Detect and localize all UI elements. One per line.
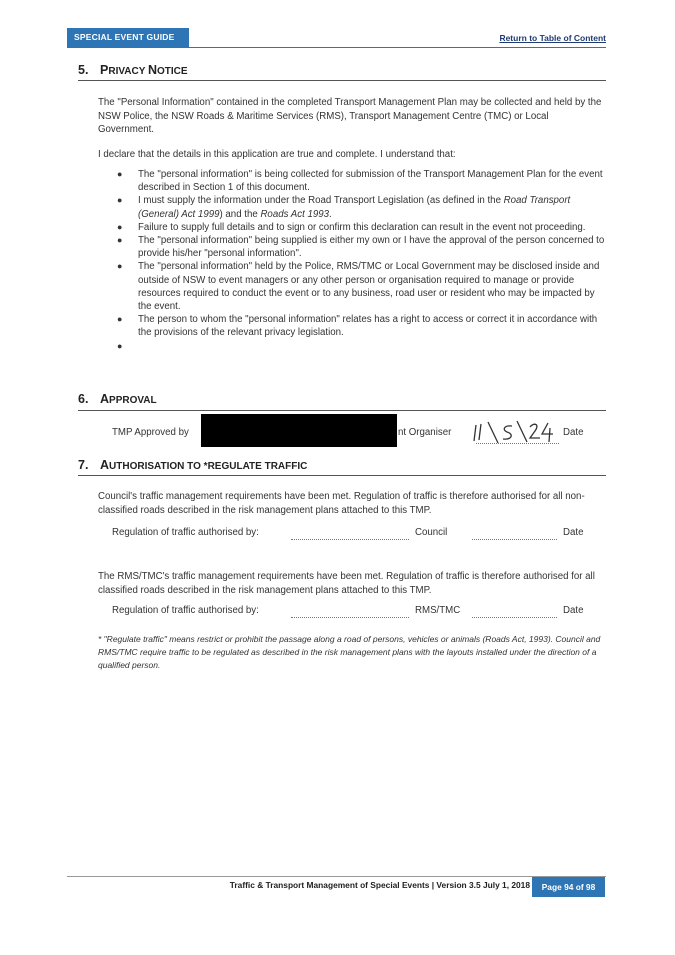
section-7-divider [78,475,606,476]
rms-date-label: Date [563,605,584,616]
handwritten-date-signature [470,417,560,452]
council-date-line [472,539,557,540]
council-paragraph: Council's traffic management requirements have been met. Regulation of traffic is therefore authorised for all non-classified roads described in the risk management plans attached to this TMP. [98,491,585,516]
list-item: ● Failure to supply full details and to sign or confirm this declaration can result in the event not proceeding. [117,221,586,233]
rms-paragraph: The RMS/TMC's traffic management requirements have been met. Regulation of traffic is therefore authorised for all classified roads described in the risk management plans attached to this TMP. [98,571,595,596]
footer-divider [67,876,606,877]
list-item: ● [117,340,123,351]
rms-label: RMS/TMC [415,605,461,616]
rms-signature-line [291,617,409,618]
council-date-label: Date [563,527,584,538]
council-authorised-label: Regulation of traffic authorised by: [112,527,259,538]
list-item: ● The person to whom the "personal information" relates has a right to access or correct it in accordance with the provisions of the relevant privacy legislation. [117,314,598,339]
section-6-title: 6. APPROVAL [78,392,157,406]
list-item: ● The "personal information" held by the Police, RMS/TMC or Local Government may be disclosed inside and outside of NSW to event managers or any other person or organisation required to manage or provide resources required to conduct the event or to any business, road user or resident who may be impacted by the event. [117,261,600,313]
rms-date-line [472,617,557,618]
privacy-bullet-list [98,168,605,354]
declaration-paragraph: I declare that the details in this application are true and complete. I understand that: [98,149,456,160]
guide-badge: SPECIAL EVENT GUIDE [67,28,189,47]
page-number-badge: Page 94 of 98 [532,877,605,897]
organiser-label: nt Organiser [398,427,452,438]
header-divider [67,47,606,48]
list-item: ● I must supply the information under the Road Transport Legislation (as defined in the Road Transport (General) Act 1999) and the Roads Act 1993. [117,195,571,220]
section-5-divider [78,80,606,81]
council-label: Council [415,527,448,538]
section-5-title: 5. PRIVACY NOTICE [78,63,188,77]
privacy-paragraph: The "Personal Information" contained in the completed Transport Management Plan may be collected and held by the NSW Police, the NSW Roads & Maritime Services (RMS), Transport Management Centre (TMC) or Local Government. [98,97,602,136]
regulate-traffic-footnote: * "Regulate traffic" means restrict or prohibit the passage along a road of persons, vehicles or animals (Roads Act, 1993). Council and RMS/TMC require traffic to be regulated as described in the risk management plans with the layouts installed under the direction of a qualified person. [98,634,601,671]
list-item: ● The "personal information" being supplied is either my own or I have the approval of the person concerned to provide his/her "personal information". [117,235,605,260]
organiser-date-line [476,443,559,444]
footer-document-title: Traffic & Transport Management of Special Events | Version 3.5 July 1, 2018 [229,880,530,890]
list-item: ● The "personal information" is being collected for submission of the Transport Management Plan for the event described in Section 1 of this document. [117,169,603,194]
return-to-toc-link[interactable]: Return to Table of Content [499,33,606,43]
redaction-block [201,414,397,447]
date-label: Date [563,427,584,438]
section-6-divider [78,410,606,411]
council-signature-line [291,539,409,540]
approved-by-label: TMP Approved by [112,427,189,438]
section-7-title: 7. AUTHORISATION TO *REGULATE TRAFFIC [78,458,308,472]
rms-authorised-label: Regulation of traffic authorised by: [112,605,259,616]
